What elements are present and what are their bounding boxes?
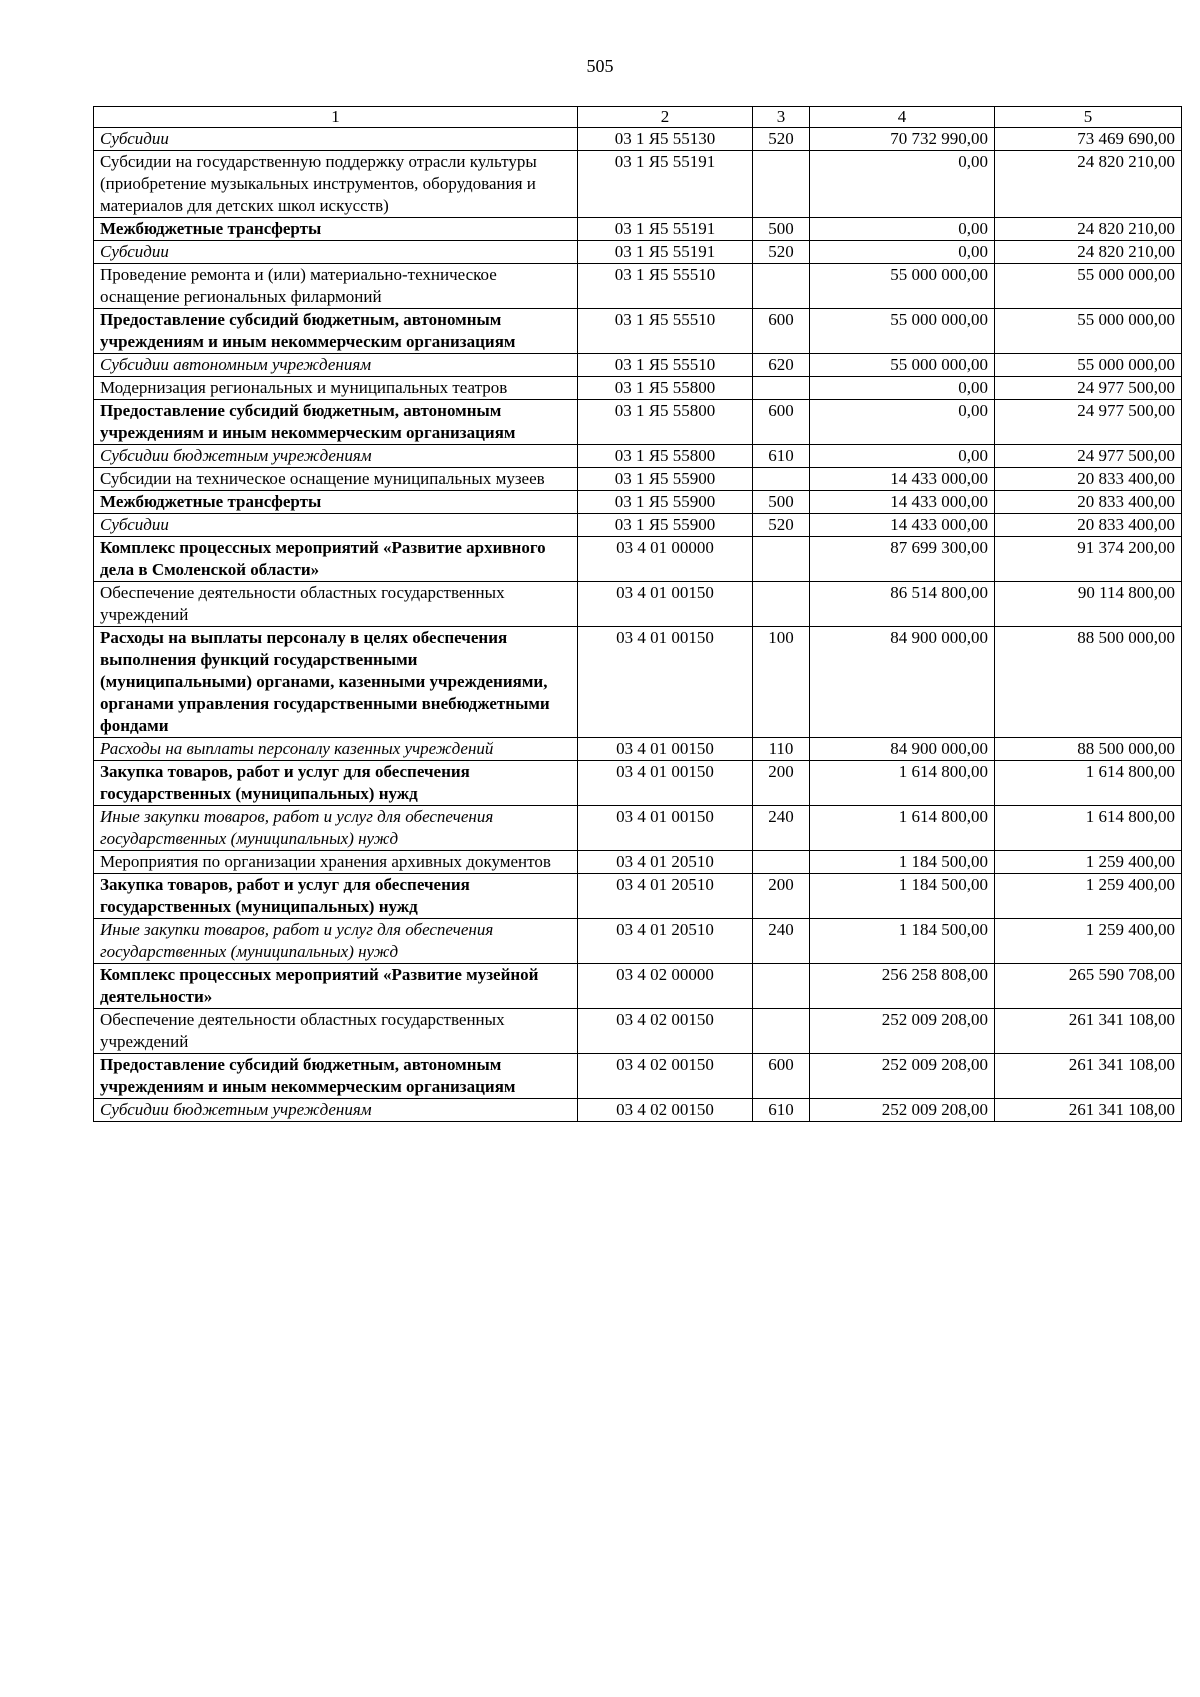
row-amount-col5-cell: 24 820 210,00 [995, 241, 1182, 264]
table-row [94, 1054, 1182, 1099]
row-type-cell [753, 151, 810, 218]
row-amount-col4-cell: 55 000 000,00 [810, 309, 995, 354]
table-header-row [94, 107, 1182, 128]
row-amount-col5-cell: 24 977 500,00 [995, 445, 1182, 468]
row-name-cell: Комплекс процессных мероприятий «Развитие музейной деятельности» [94, 964, 578, 1009]
row-amount-col5-cell: 88 500 000,00 [995, 738, 1182, 761]
row-code-cell: 03 4 02 00000 [578, 964, 753, 1009]
row-code-cell: 03 4 01 20510 [578, 851, 753, 874]
row-type-cell: 610 [753, 445, 810, 468]
row-amount-col4-cell: 1 614 800,00 [810, 806, 995, 851]
row-type-cell: 520 [753, 241, 810, 264]
row-amount-col4-cell: 252 009 208,00 [810, 1054, 995, 1099]
row-code-cell: 03 4 01 20510 [578, 919, 753, 964]
table-row [94, 218, 1182, 241]
row-amount-col4-cell: 1 184 500,00 [810, 919, 995, 964]
row-code-cell: 03 1 Я5 55800 [578, 400, 753, 445]
row-amount-col5-cell: 24 820 210,00 [995, 218, 1182, 241]
row-type-cell [753, 264, 810, 309]
table-row [94, 919, 1182, 964]
row-type-cell [753, 851, 810, 874]
column-header-1: 1 [94, 107, 578, 128]
row-amount-col4-cell: 1 184 500,00 [810, 851, 995, 874]
row-code-cell: 03 4 01 00150 [578, 582, 753, 627]
row-amount-col5-cell: 20 833 400,00 [995, 514, 1182, 537]
row-amount-col5-cell: 20 833 400,00 [995, 468, 1182, 491]
row-amount-col5-cell: 1 614 800,00 [995, 761, 1182, 806]
row-code-cell: 03 1 Я5 55510 [578, 309, 753, 354]
row-type-cell: 520 [753, 514, 810, 537]
row-code-cell: 03 1 Я5 55191 [578, 151, 753, 218]
row-type-cell: 600 [753, 309, 810, 354]
row-type-cell [753, 537, 810, 582]
table-row [94, 851, 1182, 874]
row-amount-col4-cell: 0,00 [810, 377, 995, 400]
row-amount-col5-cell: 265 590 708,00 [995, 964, 1182, 1009]
row-amount-col4-cell: 252 009 208,00 [810, 1099, 995, 1122]
row-type-cell: 110 [753, 738, 810, 761]
row-amount-col4-cell: 0,00 [810, 218, 995, 241]
table-row [94, 151, 1182, 218]
row-amount-col4-cell: 1 184 500,00 [810, 874, 995, 919]
column-header-5: 5 [995, 107, 1182, 128]
row-amount-col5-cell: 55 000 000,00 [995, 264, 1182, 309]
row-type-cell: 500 [753, 491, 810, 514]
row-type-cell: 200 [753, 874, 810, 919]
row-name-cell: Предоставление субсидий бюджетным, автономным учреждениям и иным некоммерческим организациям [94, 309, 578, 354]
row-code-cell: 03 1 Я5 55510 [578, 354, 753, 377]
column-header-2: 2 [578, 107, 753, 128]
row-name-cell: Обеспечение деятельности областных государственных учреждений [94, 582, 578, 627]
row-code-cell: 03 4 02 00150 [578, 1054, 753, 1099]
row-name-cell: Закупка товаров, работ и услуг для обеспечения государственных (муниципальных) нужд [94, 761, 578, 806]
row-amount-col4-cell: 14 433 000,00 [810, 491, 995, 514]
row-name-cell: Проведение ремонта и (или) материально-техническое оснащение региональных филармоний [94, 264, 578, 309]
table-row [94, 806, 1182, 851]
table-row [94, 627, 1182, 738]
row-amount-col5-cell: 1 259 400,00 [995, 919, 1182, 964]
row-amount-col5-cell: 1 259 400,00 [995, 851, 1182, 874]
row-amount-col5-cell: 1 614 800,00 [995, 806, 1182, 851]
row-name-cell: Иные закупки товаров, работ и услуг для обеспечения государственных (муниципальных) нужд [94, 919, 578, 964]
table-row [94, 128, 1182, 151]
column-header-4: 4 [810, 107, 995, 128]
row-name-cell: Субсидии на техническое оснащение муниципальных музеев [94, 468, 578, 491]
row-amount-col4-cell: 86 514 800,00 [810, 582, 995, 627]
row-amount-col5-cell: 55 000 000,00 [995, 309, 1182, 354]
row-amount-col4-cell: 84 900 000,00 [810, 627, 995, 738]
row-name-cell: Комплекс процессных мероприятий «Развитие архивного дела в Смоленской области» [94, 537, 578, 582]
table-row [94, 738, 1182, 761]
table-row [94, 537, 1182, 582]
row-code-cell: 03 4 01 00150 [578, 738, 753, 761]
row-name-cell: Субсидии [94, 241, 578, 264]
row-code-cell: 03 4 01 00150 [578, 761, 753, 806]
table-row [94, 874, 1182, 919]
row-amount-col4-cell: 256 258 808,00 [810, 964, 995, 1009]
row-type-cell [753, 964, 810, 1009]
row-code-cell: 03 1 Я5 55800 [578, 445, 753, 468]
table-row [94, 491, 1182, 514]
row-amount-col4-cell: 252 009 208,00 [810, 1009, 995, 1054]
row-name-cell: Иные закупки товаров, работ и услуг для обеспечения государственных (муниципальных) нужд [94, 806, 578, 851]
row-amount-col4-cell: 55 000 000,00 [810, 354, 995, 377]
row-type-cell: 620 [753, 354, 810, 377]
row-type-cell: 100 [753, 627, 810, 738]
row-amount-col5-cell: 1 259 400,00 [995, 874, 1182, 919]
row-name-cell: Субсидии бюджетным учреждениям [94, 445, 578, 468]
row-amount-col5-cell: 261 341 108,00 [995, 1009, 1182, 1054]
row-type-cell: 610 [753, 1099, 810, 1122]
row-code-cell: 03 4 01 00150 [578, 806, 753, 851]
row-name-cell: Субсидии на государственную поддержку отрасли культуры (приобретение музыкальных инструментов, оборудования и материалов для детских школ искусств) [94, 151, 578, 218]
row-name-cell: Мероприятия по организации хранения архивных документов [94, 851, 578, 874]
row-type-cell: 240 [753, 806, 810, 851]
row-amount-col4-cell: 0,00 [810, 151, 995, 218]
row-type-cell [753, 377, 810, 400]
row-amount-col4-cell: 55 000 000,00 [810, 264, 995, 309]
row-amount-col5-cell: 88 500 000,00 [995, 627, 1182, 738]
row-name-cell: Обеспечение деятельности областных государственных учреждений [94, 1009, 578, 1054]
budget-table [93, 106, 1182, 1122]
row-amount-col5-cell: 24 977 500,00 [995, 400, 1182, 445]
row-amount-col4-cell: 70 732 990,00 [810, 128, 995, 151]
row-code-cell: 03 1 Я5 55130 [578, 128, 753, 151]
row-amount-col5-cell: 24 977 500,00 [995, 377, 1182, 400]
row-name-cell: Субсидии [94, 514, 578, 537]
table-row [94, 1099, 1182, 1122]
row-type-cell: 500 [753, 218, 810, 241]
row-name-cell: Модернизация региональных и муниципальных театров [94, 377, 578, 400]
row-amount-col5-cell: 73 469 690,00 [995, 128, 1182, 151]
row-name-cell: Субсидии автономным учреждениям [94, 354, 578, 377]
row-amount-col5-cell: 261 341 108,00 [995, 1054, 1182, 1099]
row-amount-col5-cell: 55 000 000,00 [995, 354, 1182, 377]
row-code-cell: 03 1 Я5 55191 [578, 218, 753, 241]
row-amount-col4-cell: 14 433 000,00 [810, 514, 995, 537]
row-code-cell: 03 4 01 00000 [578, 537, 753, 582]
table-row [94, 964, 1182, 1009]
row-code-cell: 03 1 Я5 55191 [578, 241, 753, 264]
table-row [94, 1009, 1182, 1054]
row-name-cell: Расходы на выплаты персоналу в целях обеспечения выполнения функций государственными (муниципальными) органами, казенными учреждениями, органами управления государственными внебюджетными фондами [94, 627, 578, 738]
row-amount-col4-cell: 0,00 [810, 241, 995, 264]
table-row [94, 354, 1182, 377]
table-row [94, 377, 1182, 400]
row-code-cell: 03 4 01 00150 [578, 627, 753, 738]
row-amount-col4-cell: 1 614 800,00 [810, 761, 995, 806]
row-code-cell: 03 4 01 20510 [578, 874, 753, 919]
row-name-cell: Межбюджетные трансферты [94, 218, 578, 241]
row-code-cell: 03 4 02 00150 [578, 1099, 753, 1122]
row-code-cell: 03 1 Я5 55900 [578, 468, 753, 491]
row-name-cell: Субсидии бюджетным учреждениям [94, 1099, 578, 1122]
table-row [94, 400, 1182, 445]
row-amount-col4-cell: 0,00 [810, 445, 995, 468]
row-amount-col5-cell: 90 114 800,00 [995, 582, 1182, 627]
row-code-cell: 03 1 Я5 55900 [578, 491, 753, 514]
row-amount-col5-cell: 91 374 200,00 [995, 537, 1182, 582]
row-name-cell: Предоставление субсидий бюджетным, автономным учреждениям и иным некоммерческим организациям [94, 400, 578, 445]
row-type-cell [753, 468, 810, 491]
row-amount-col4-cell: 84 900 000,00 [810, 738, 995, 761]
row-name-cell: Субсидии [94, 128, 578, 151]
row-amount-col5-cell: 20 833 400,00 [995, 491, 1182, 514]
row-type-cell: 240 [753, 919, 810, 964]
row-name-cell: Предоставление субсидий бюджетным, автономным учреждениям и иным некоммерческим организациям [94, 1054, 578, 1099]
table-row [94, 761, 1182, 806]
row-type-cell: 200 [753, 761, 810, 806]
row-amount-col4-cell: 0,00 [810, 400, 995, 445]
row-type-cell: 600 [753, 1054, 810, 1099]
row-code-cell: 03 1 Я5 55800 [578, 377, 753, 400]
row-code-cell: 03 4 02 00150 [578, 1009, 753, 1054]
row-name-cell: Расходы на выплаты персоналу казенных учреждений [94, 738, 578, 761]
table-row [94, 241, 1182, 264]
column-header-3: 3 [753, 107, 810, 128]
row-amount-col4-cell: 87 699 300,00 [810, 537, 995, 582]
table-row [94, 309, 1182, 354]
row-code-cell: 03 1 Я5 55900 [578, 514, 753, 537]
table-row [94, 264, 1182, 309]
row-amount-col4-cell: 14 433 000,00 [810, 468, 995, 491]
table-row [94, 445, 1182, 468]
row-type-cell [753, 1009, 810, 1054]
page-number: 505 [586, 56, 614, 76]
row-amount-col5-cell: 261 341 108,00 [995, 1099, 1182, 1122]
row-code-cell: 03 1 Я5 55510 [578, 264, 753, 309]
table-row [94, 582, 1182, 627]
row-type-cell [753, 582, 810, 627]
row-name-cell: Закупка товаров, работ и услуг для обеспечения государственных (муниципальных) нужд [94, 874, 578, 919]
row-amount-col5-cell: 24 820 210,00 [995, 151, 1182, 218]
table-body [94, 107, 1182, 1122]
row-name-cell: Межбюджетные трансферты [94, 491, 578, 514]
row-type-cell: 520 [753, 128, 810, 151]
table-row [94, 468, 1182, 491]
row-type-cell: 600 [753, 400, 810, 445]
table-row [94, 514, 1182, 537]
